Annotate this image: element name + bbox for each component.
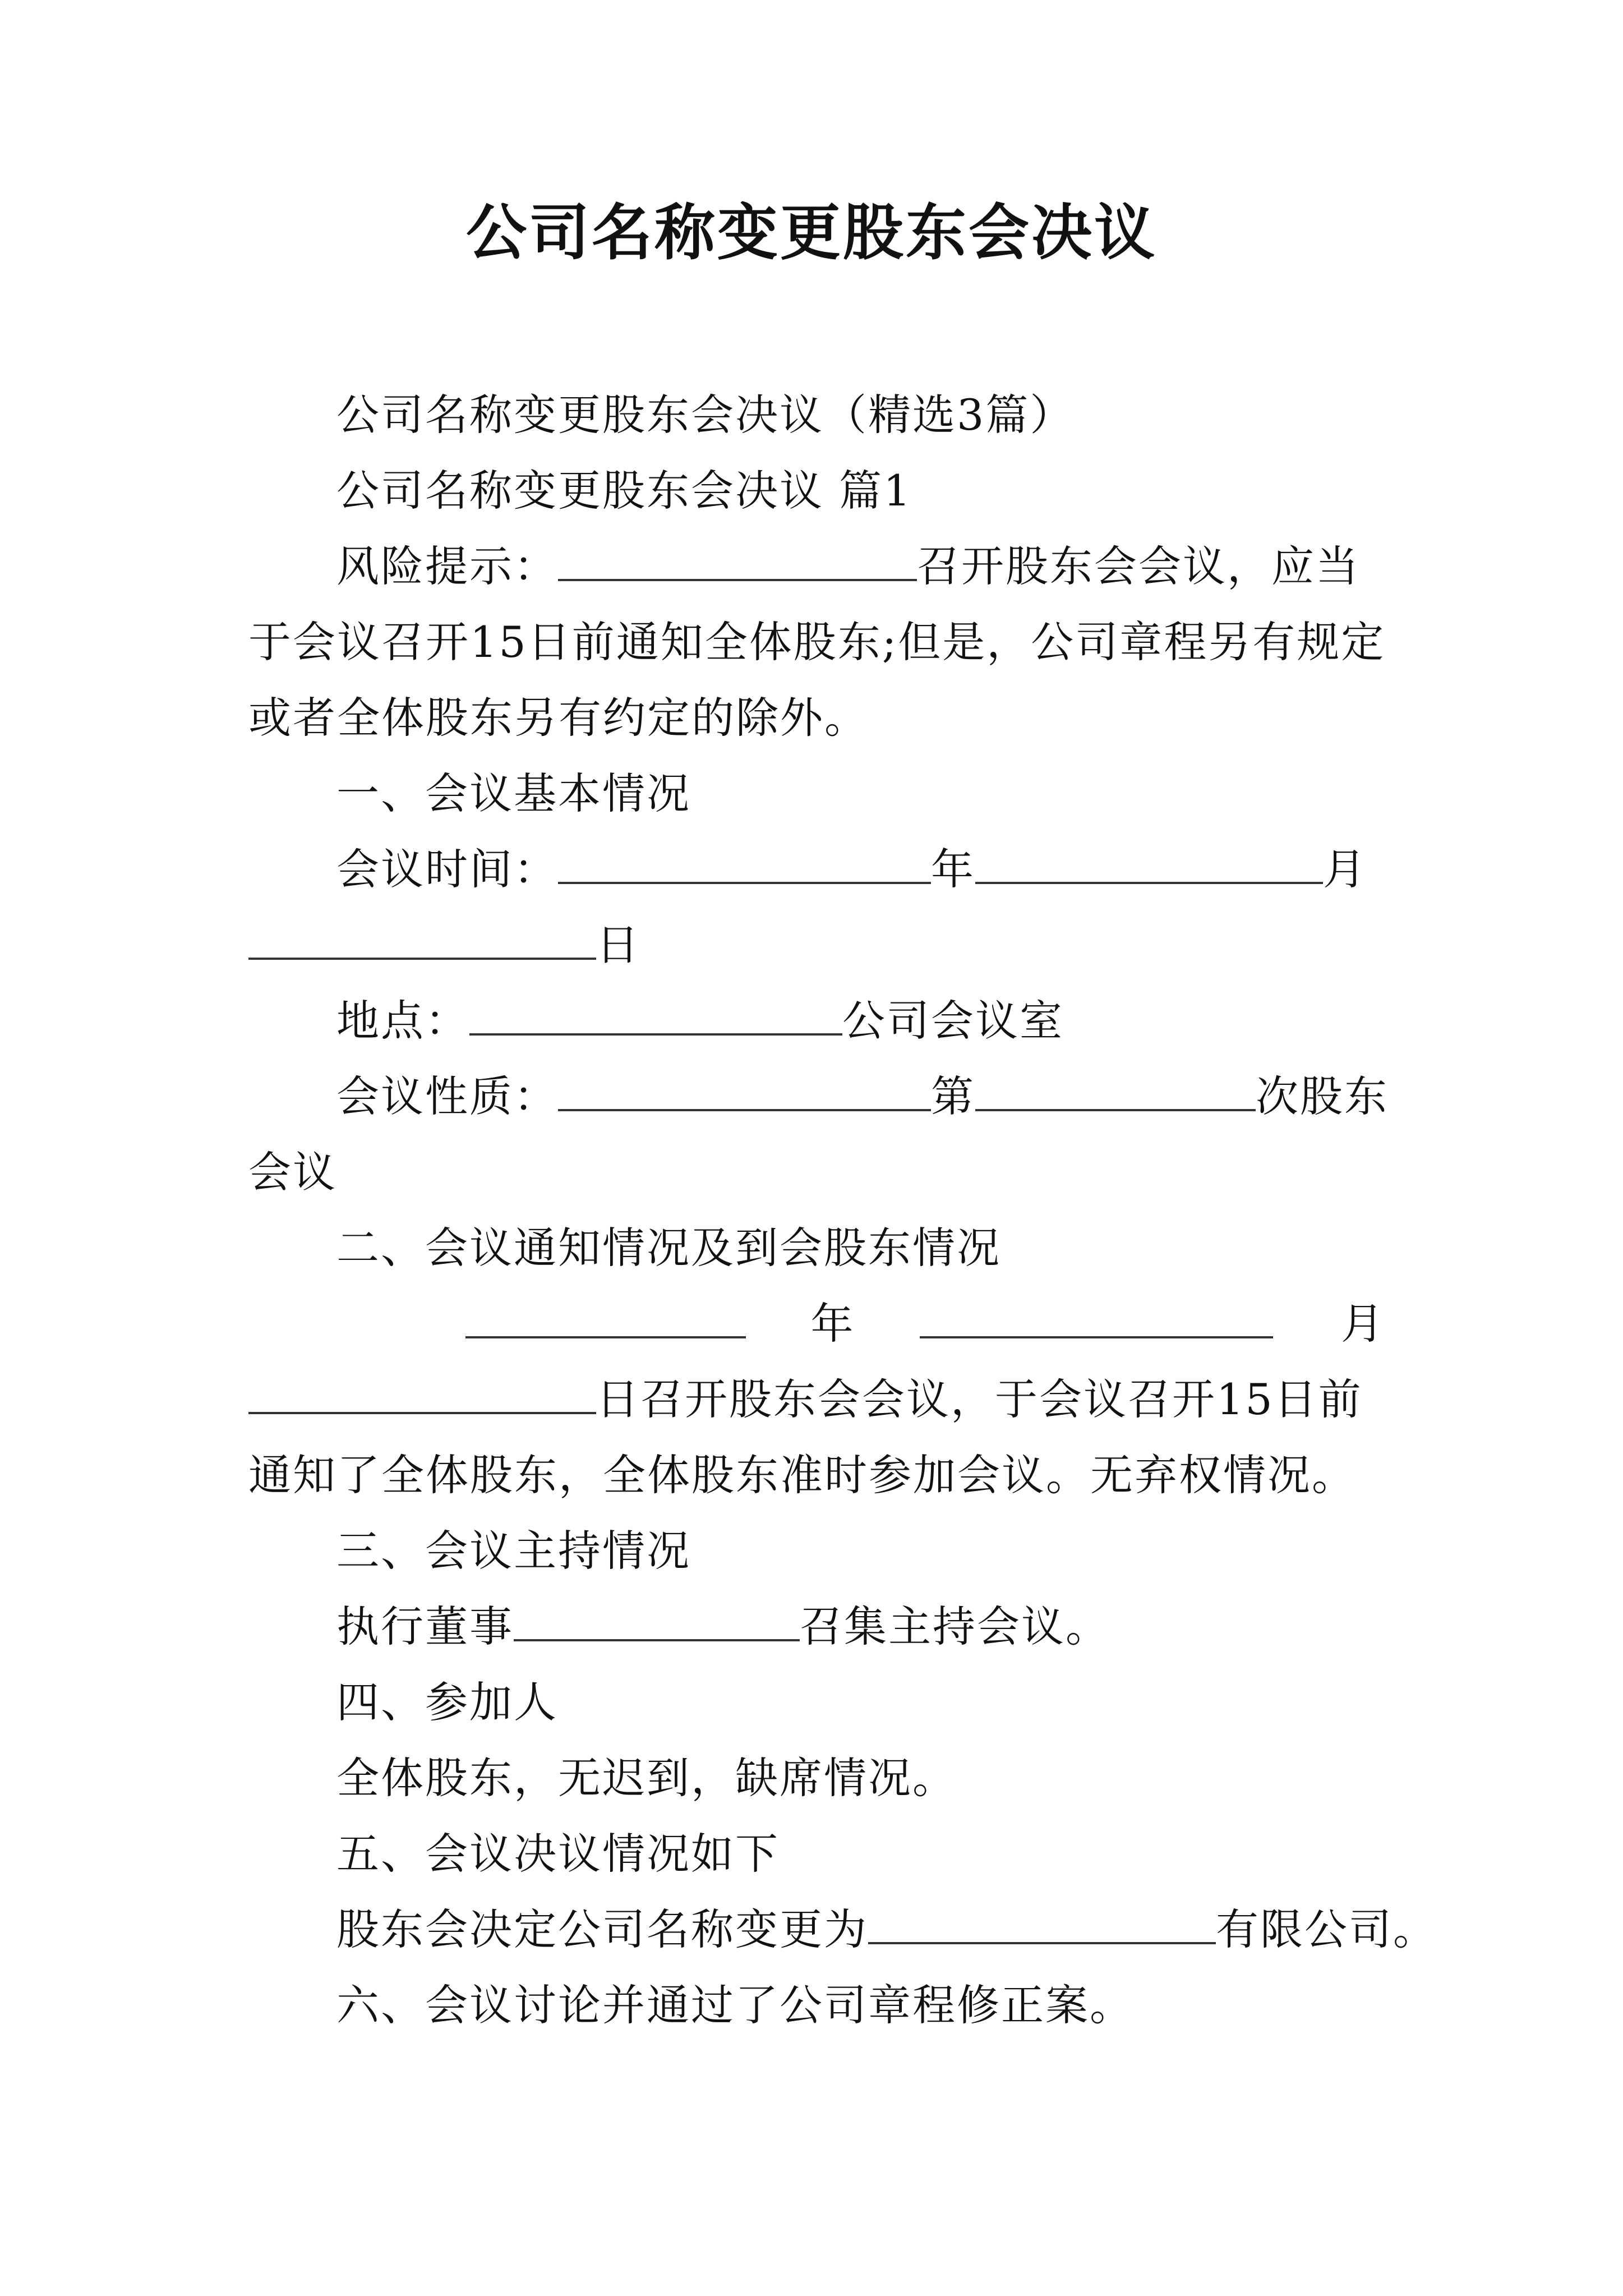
heading-chair (336, 1523, 691, 1579)
meeting-time-label: 会议时间： (336, 844, 558, 894)
heading-articles-amendment (336, 1977, 1134, 2033)
chair-line (336, 1599, 1110, 1655)
section-heading-line (336, 463, 912, 519)
blank-field (558, 1074, 931, 1111)
paragraph-line (248, 1144, 337, 1200)
heading-text: 六、会议讨论并通过了公司章程修正案。 (336, 1980, 1134, 2030)
paragraph-text: 于会议召开15日前通知全体股东;但是，公司章程另有规定 (248, 617, 1386, 667)
section-heading-text: 公司名称变更股东会决议 篇1 (336, 466, 912, 516)
heading-meeting-basics (336, 766, 691, 822)
blank-field (469, 999, 842, 1036)
heading-text: 一、会议基本情况 (336, 769, 691, 818)
blank-field (514, 1604, 800, 1641)
paragraph-text: 全体股东，无迟到，缺席情况。 (336, 1753, 957, 1803)
location-text: 公司会议室 (842, 996, 1064, 1046)
name-change-text: 有限公司。 (1216, 1904, 1437, 1954)
year-label: 年 (810, 1299, 855, 1349)
day-label: 日 (596, 920, 640, 970)
paragraph-text: 或者全体股东另有约定的除外。 (248, 693, 869, 743)
risk-notice-label: 风险提示： (336, 541, 558, 591)
meeting-nature-text: 次股东 (1256, 1071, 1389, 1121)
meeting-nature-line (336, 1069, 1389, 1125)
blank-field (975, 1074, 1256, 1111)
risk-notice-text: 召开股东会会议，应当 (917, 541, 1360, 591)
blank-field (975, 847, 1323, 884)
paragraph-line (336, 1750, 957, 1806)
location-label: 地点： (336, 996, 469, 1046)
blank-field (868, 1907, 1216, 1944)
paragraph-line (248, 614, 1385, 670)
heading-notice-attendance (336, 1220, 1001, 1276)
heading-text: 四、参加人 (336, 1677, 558, 1727)
month-label: 月 (1323, 844, 1367, 894)
blank-field (465, 1301, 746, 1338)
name-change-line (336, 1902, 1437, 1958)
location-line (336, 993, 1064, 1049)
chair-text: 召集主持会议。 (800, 1602, 1110, 1651)
paragraph-text: 会议 (248, 1147, 337, 1197)
document-title: 公司名称变更股东会决议 (465, 197, 1157, 268)
heading-text: 五、会议决议情况如下 (336, 1829, 780, 1879)
subtitle-line (336, 387, 1074, 443)
blank-field (920, 1301, 1273, 1338)
blank-field (558, 847, 931, 884)
paragraph-line (248, 1447, 1356, 1503)
meeting-nature-label: 会议性质： (336, 1071, 558, 1121)
notice-day-line (248, 1372, 1363, 1428)
meeting-time-line (336, 841, 1367, 898)
subtitle-text: 公司名称变更股东会决议（精选3篇） (336, 390, 1075, 440)
chair-label: 执行董事 (336, 1602, 514, 1651)
blank-field (558, 544, 917, 581)
blank-field (248, 1377, 596, 1414)
paragraph-line (248, 690, 869, 746)
year-label: 年 (931, 844, 975, 894)
heading-text: 二、会议通知情况及到会股东情况 (336, 1223, 1001, 1273)
month-label: 月 (1341, 1299, 1385, 1349)
blank-field (248, 923, 596, 960)
paragraph-text: 通知了全体股东，全体股东准时参加会议。无弃权情况。 (248, 1450, 1356, 1500)
meeting-day-line (248, 917, 640, 973)
heading-resolutions (336, 1826, 780, 1882)
name-change-label: 股东会决定公司名称变更为 (336, 1904, 868, 1954)
heading-participants (336, 1674, 558, 1731)
risk-notice-line (336, 539, 1360, 595)
ordinal-label: 第 (931, 1071, 975, 1121)
notice-date-line (465, 1296, 1385, 1352)
heading-text: 三、会议主持情况 (336, 1526, 691, 1576)
paragraph-text: 日召开股东会会议，于会议召开15日前 (596, 1374, 1363, 1424)
